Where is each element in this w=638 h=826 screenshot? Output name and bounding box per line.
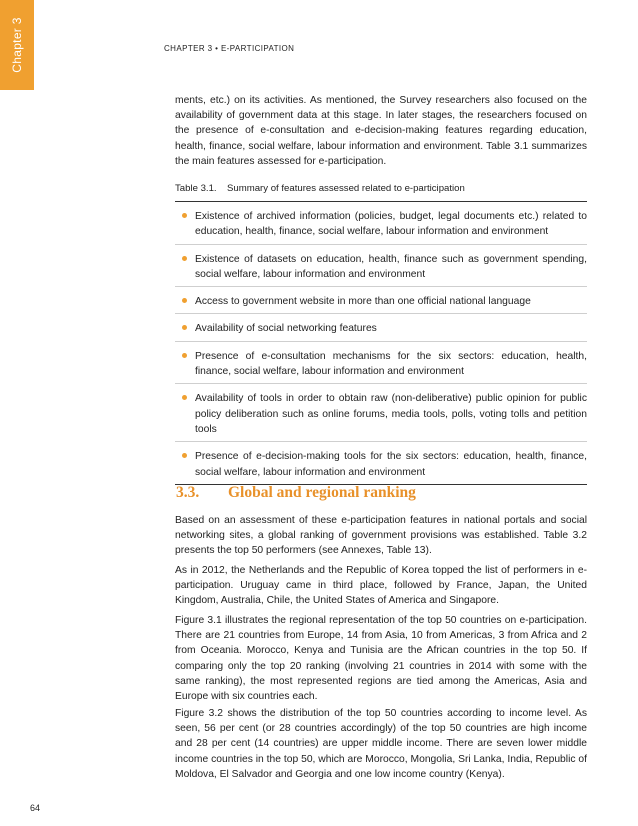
body-paragraph: Figure 3.2 shows the distribution of the top 50 countries according to income level. As seen, 56 per cent (or 28 countries accordingly) of the top 50 countries are high income and 28 per cent (14 countries) are upper middle income. There are seven lower middle income countries in the top 50, which are Morocco, Mongolia, Sri Lanka, India, Republic of Moldova, El Salvador and Georgia and one low income country (Kenya). [175, 708, 587, 780]
table-row-text: Existence of archived information (policies, budget, legal documents etc.) related to education, health, finance, social welfare, labour information and environment [195, 211, 587, 238]
table-row [175, 286, 587, 313]
table-title: Summary of features assessed related to e-participation [227, 183, 465, 194]
table-row-text: Existence of datasets on education, health, finance such as government spending, social welfare, labour information and environment [195, 253, 587, 280]
table-row [175, 244, 587, 287]
table-row-text: Presence of e-consultation mechanisms for the six sectors: education, health, finance, social welfare, labour information and environment [195, 350, 587, 378]
bullet-icon [182, 213, 187, 218]
section-number: 3.3. [176, 484, 200, 501]
feature-table [175, 201, 587, 485]
intro-paragraph: ments, etc.) on its activities. As mentioned, the Survey researchers also focused on the availability of government data at this stage. In later stages, the researchers focused on the presence of e-consultation and e-decision-making features regarding education, health, finance, social welfare, labour information and environment. Table 3.1 summarizes the main features assessed for e-participation. [175, 95, 587, 167]
table-row-text: Availability of tools in order to obtain raw (non-deliberative) public opinion for public policy deliberation such as online forums, media tools, polls, voting tolls and petition tools [195, 393, 587, 435]
table-row [175, 383, 587, 441]
bullet-icon [182, 298, 187, 303]
bullet-icon [182, 453, 187, 458]
table-row [175, 202, 587, 244]
bullet-icon [182, 353, 187, 358]
table-caption [175, 183, 465, 194]
table-label: Table 3.1. [175, 183, 217, 194]
chapter-tab [0, 0, 34, 90]
section-title: Global and regional ranking [228, 484, 416, 501]
bullet-icon [182, 395, 187, 400]
chapter-tab-label: Chapter 3 [10, 17, 24, 73]
bullet-icon [182, 325, 187, 330]
table-row-text: Availability of social networking features [195, 323, 377, 335]
running-head: CHAPTER 3 • E-PARTICIPATION [164, 44, 295, 53]
body-paragraph: Figure 3.1 illustrates the regional representation of the top 50 countries on e-participation. There are 21 countries from Europe, 14 from Asia, 10 from Americas, 3 from Africa and 2 from Oceania. Morocco, Kenya and Tunisia are the African countries in the top 50. If comparing only the top 20 ranking (involving 21 countries in 2014 with some with the same ranking), the most represented regions are tied among the Americas, Asia and Europe with six countries each. [175, 615, 587, 703]
body-paragraph: Based on an assessment of these e-participation features in national portals and social networking sites, a global ranking of government provisions was established. Table 3.2 presents the top 50 performers (see Annexes, Table 13). [175, 515, 587, 557]
table-row-text: Access to government website in more than one official national language [195, 296, 531, 308]
table-row [175, 341, 587, 384]
table-row [175, 441, 587, 484]
bullet-icon [182, 256, 187, 261]
table-row [175, 313, 587, 340]
body-paragraph: As in 2012, the Netherlands and the Republic of Korea topped the list of performers in e-participation. Uruguay came in third place, followed by France, Japan, the United Kingdom, Australia, Chile, the United States of America and Singapore. [175, 565, 587, 607]
table-row-text: Presence of e-decision-making tools for the six sectors: education, health, finance, social welfare, labour information and environment [195, 451, 587, 478]
page-number: 64 [30, 803, 41, 813]
section-heading [176, 484, 416, 502]
